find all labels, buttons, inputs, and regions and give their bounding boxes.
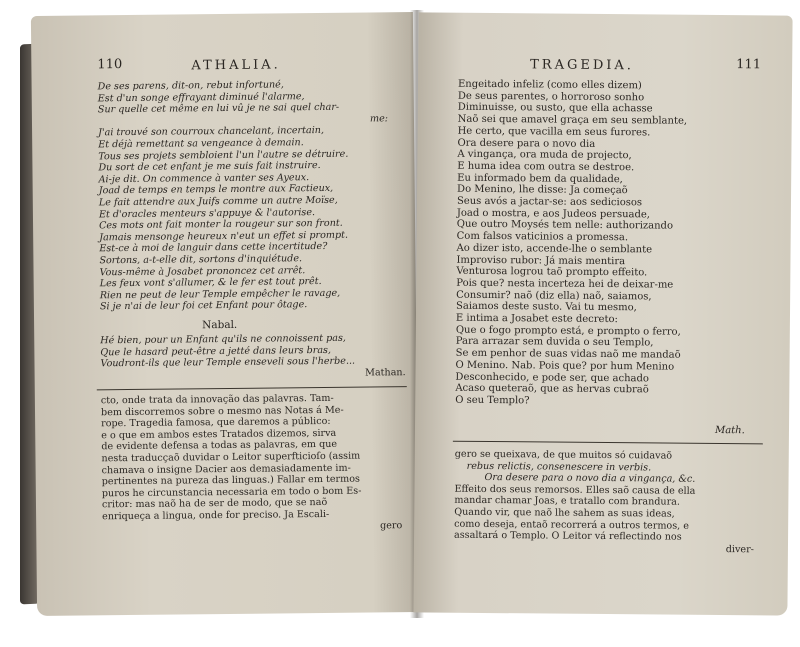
verse-line: J'ai trouvé son courroux chancelant, incertain, xyxy=(98,125,325,139)
verse-line: Sur quelle cet même en lui vû je ne sai quel char- xyxy=(97,101,340,116)
note-line: gero xyxy=(379,519,403,531)
verse-line: Eu informado bem da qualidade, xyxy=(457,172,623,185)
note-line: chamava o insigne Dacier aos demasiadamente im- xyxy=(101,462,351,476)
verse-line: Que outro Moysés tem nelle: authorizando xyxy=(456,219,674,233)
verse-line: Com falsos vaticinios a promessa. xyxy=(456,230,629,244)
right-page xyxy=(413,12,792,615)
verse-line: Seus avós a jactar-se: aos sediciosos xyxy=(456,195,643,209)
verse-line: Et déjà remettant sa vengeance à demain. xyxy=(98,137,304,151)
verse-line: Acaso queteraõ, que as hervas cubraõ xyxy=(455,382,649,396)
verse-line: De ses parens, dit-on, rebut infortuné, xyxy=(97,79,284,93)
note-line: de evidente defensa a todas as palavras, em que xyxy=(101,439,338,453)
verse-line: E intima a Josabet este decreto: xyxy=(455,312,618,326)
note-line: como deseja, entaõ recorrerá a outros termos, e xyxy=(454,518,689,532)
verse-line: Do Menino, lhe disse: Ja começaõ xyxy=(457,184,628,197)
note-line: Effeito dos seus remorsos. Elles saõ causa de ella xyxy=(454,483,696,497)
note-line: cto, onde trata da innovação das palavras. Tam- xyxy=(100,392,334,407)
verse-line: Pois que? nesta incerteza hei de deixar-me xyxy=(456,277,674,291)
left-page xyxy=(31,12,419,616)
footnote-divider xyxy=(97,386,407,390)
verse-line: Saiamos deste susto. Vai tu mesmo, xyxy=(456,301,637,314)
note-line: rope. Tragedia famosa, que daremos a público: xyxy=(101,416,331,430)
right-footnote xyxy=(454,449,755,556)
note-line: e o que em ambos estes Tratados dizemos, sirva xyxy=(101,427,337,442)
verse-line: Se em penhor de suas vidas naõ me mandaõ xyxy=(455,347,681,361)
left-verse-block xyxy=(98,78,390,313)
note-line: diver- xyxy=(725,543,754,556)
verse-line: Que le hasard peut-être a jetté dans leurs bras, xyxy=(100,344,332,358)
right-page-number: 111 xyxy=(736,57,762,73)
verse-line: E huma idea com outra se destroe. xyxy=(457,160,635,174)
verse-line: Ai-je dit. On commence à vanter ses Ayeux. xyxy=(98,171,310,186)
note-line: puros he circunstancia necessaria em todo o bom Es- xyxy=(101,485,362,500)
verse-line: Ces mots ont fait monter la rougeur sur son front. xyxy=(99,217,343,232)
left-running-head: ATHALIA. xyxy=(191,57,281,74)
note-line: gero se queixava, de que muitos só cuidavaõ xyxy=(454,448,673,462)
verse-line: Vous-même à Josabet prononcez cet arrêt. xyxy=(99,264,306,278)
note-line: critor: mas naõ ha de ser de modo, que se naõ xyxy=(101,497,328,511)
verse-line: Desconhecido, e pode ser, que achado xyxy=(455,371,649,384)
note-line: assaltará o Templo. O Leitor vá reflectindo nos xyxy=(454,529,682,543)
verse-line: Mathan. xyxy=(365,366,406,379)
verse-line: Ao dizer isto, accende-lhe o semblante xyxy=(456,242,653,256)
verse-line: Du sort de cet enfant je me suis fait instruire. xyxy=(98,160,321,174)
right-running-head: TRAGEDIA. xyxy=(530,57,635,74)
verse-line: Si je n'ai de leur foi cet Enfant pour ôtage. xyxy=(99,299,308,313)
verse-line: O Menino. Nab. Pois que? por hum Menino xyxy=(455,359,675,373)
verse-line: Diminuisse, ou susto, que ella achasse xyxy=(457,102,653,115)
verse-line: Naõ sei que amavel graça em seu semblante, xyxy=(457,113,688,127)
verse-line: Hé bien, pour un Enfant qu'ils ne connoissent pas, xyxy=(100,332,347,347)
verse-line: Joad o mostra, e aos Judeos persuade, xyxy=(456,207,651,221)
left-speaker-block xyxy=(100,332,405,382)
note-line: Ora desere para o novo dia a vingança, &c. xyxy=(484,472,696,485)
footnote-divider xyxy=(453,441,763,445)
verse-line: me: xyxy=(369,113,389,125)
speaker-name: Nabal. xyxy=(202,318,238,332)
verse-line: Joad de temps en temps le montre aux Factieux, xyxy=(98,183,334,197)
verse-line: Le fait attendre aux Juifs comme un autre Moïse, xyxy=(98,194,338,209)
note-line: pertinentes na pureza das linguas.) Fallar em termos xyxy=(101,473,360,488)
open-book xyxy=(14,14,794,634)
note-line: rebus relictis, consenescere in verbis. xyxy=(466,460,652,474)
verse-line: Que o fogo prompto está, e prompto o ferro, xyxy=(455,324,681,338)
verse-line: Est-ce à moi de languir dans cette incertitude? xyxy=(99,241,328,255)
verse-line: Voudront-ils que leur Temple enseveli sous l'herbe... xyxy=(100,355,356,370)
verse-line: Venturosa logrou taõ prompto effeito. xyxy=(456,265,648,279)
verse-line: Improviso rubor: Já mais mentira xyxy=(456,254,626,267)
note-line: bem discorremos sobre o mesmo nas Notas á Me- xyxy=(100,404,344,418)
note-line: enriqueça a lingua, onde for preciso. Ja Escali- xyxy=(102,508,330,523)
verse-line: A vingança, ora muda de projecto, xyxy=(457,148,632,162)
verse-line: Consumir? naõ (diz ella) naõ, saiamos, xyxy=(456,289,652,303)
verse-line: He certo, que vacilla em seus furores. xyxy=(457,125,651,139)
verse-line: Rien ne peut de leur Temple empêcher le ravage, xyxy=(99,287,341,301)
verse-line: Ora desere para o novo dia xyxy=(457,137,596,150)
verse-line: Sortons, a-t-elle dit, sortons d'inquiétude. xyxy=(99,253,303,267)
note-line: mandar chamar Joas, e tratallo com brandura. xyxy=(454,495,681,509)
note-line: nesta traducçaõ duvidar o Leitor superfticioſo (assim xyxy=(101,450,361,465)
verse-line: Tous ses projets sembloient l'un l'autre se détruire. xyxy=(98,148,349,162)
left-footnote xyxy=(101,392,402,534)
right-verse-block xyxy=(455,79,687,409)
verse-line: Engeitado infeliz (como elles dizem) xyxy=(457,78,642,92)
verse-line: Jamais mensonge heureux n'eut un effet si prompt. xyxy=(99,229,349,244)
speaker-abbrev: Math. xyxy=(714,424,745,437)
verse-line: Est d'un songe effrayant diminué l'alarme, xyxy=(97,90,305,104)
verse-line: De seus parentes, o horroroso sonho xyxy=(457,90,645,104)
verse-line: Para arrazar sem duvida o seu Templo, xyxy=(455,336,654,349)
left-page-number: 110 xyxy=(97,57,123,73)
verse-line: Et d'oracles menteurs s'appuye & l'autorise. xyxy=(98,206,316,220)
verse-line: O seu Templo? xyxy=(455,394,530,407)
note-line: Quando vir, que naõ lhe sahem as suas ideas, xyxy=(454,506,675,520)
verse-line: Les feux vont s'allumer, & le fer est tout prêt. xyxy=(99,276,322,290)
